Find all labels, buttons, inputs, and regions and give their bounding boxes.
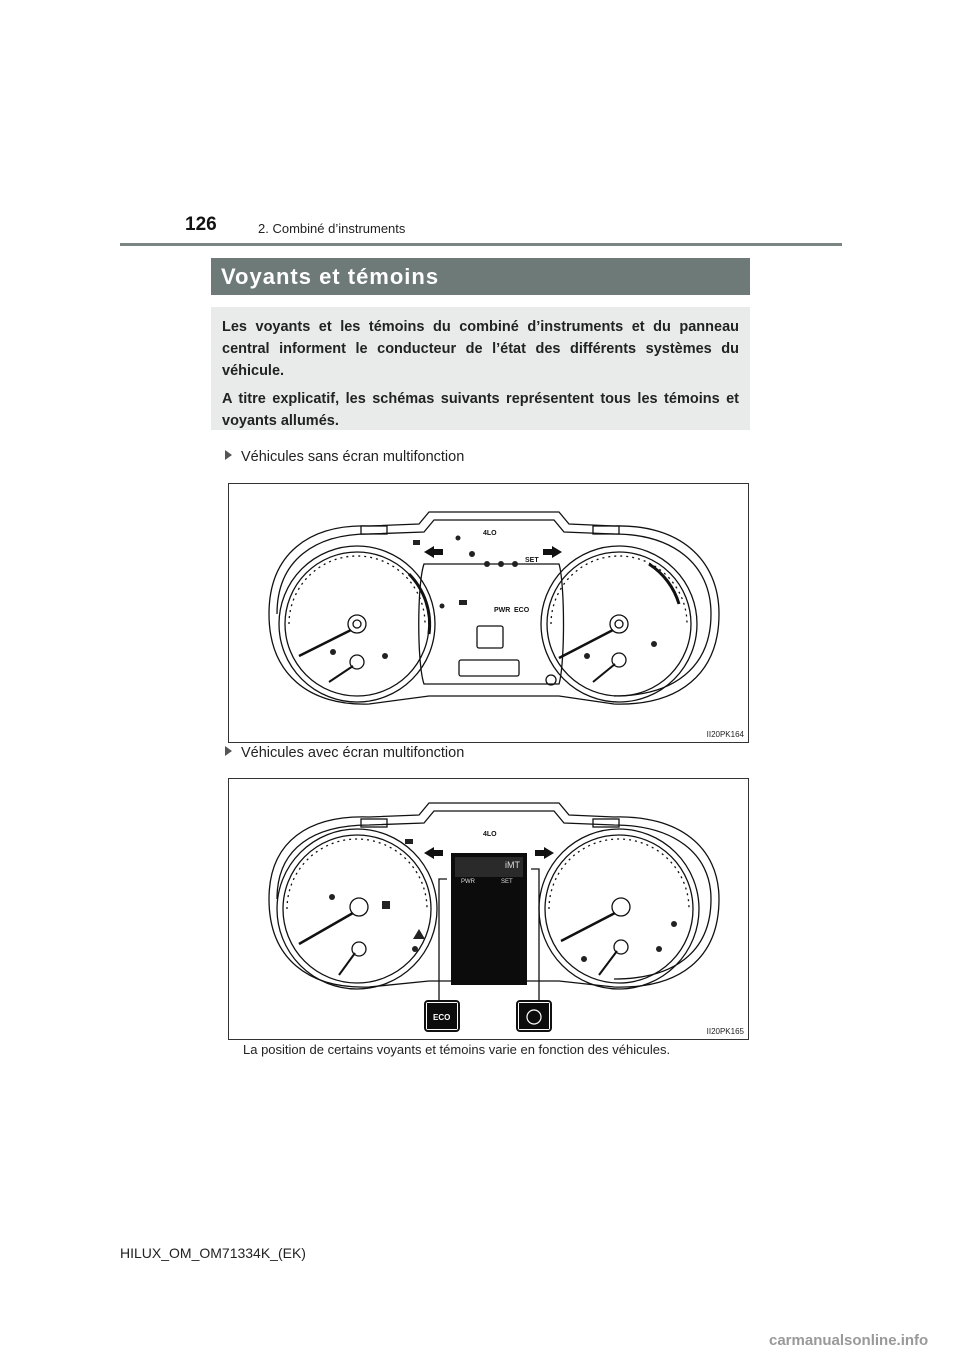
imt-label: iMT xyxy=(505,860,520,870)
bullet-label: Véhicules avec écran multifonction xyxy=(241,745,465,761)
abs-icon xyxy=(484,561,490,567)
bullet-no-display xyxy=(225,449,464,465)
eco-label: ECO xyxy=(433,1013,451,1022)
intro-box xyxy=(211,307,750,430)
seatbelt-icon xyxy=(656,946,662,952)
oil-icon xyxy=(440,604,445,609)
figure-code: II20PK164 xyxy=(706,730,744,739)
figure-cluster-no-display xyxy=(228,483,749,743)
bullet-with-display xyxy=(225,745,464,761)
cruise-callout xyxy=(519,1003,549,1029)
headlight-icon xyxy=(413,540,420,545)
eco-label: ECO xyxy=(514,607,530,614)
cluster-diagram-2 xyxy=(229,779,748,1039)
watermark: carmanualsonline.info xyxy=(769,1332,929,1349)
fuel-icon xyxy=(581,956,587,962)
glow-plug-icon xyxy=(382,653,388,659)
display-pwr-label: PWR xyxy=(461,879,475,885)
header-rule xyxy=(120,243,842,246)
door-icon xyxy=(382,901,390,909)
airbag-icon xyxy=(651,641,657,647)
section-title: 2. Combiné d’instruments xyxy=(258,221,406,236)
warning-lamp-icon xyxy=(456,536,461,541)
cluster-diagram-1 xyxy=(229,484,748,742)
figure-code: II20PK165 xyxy=(706,1027,744,1036)
page-title: Voyants et témoins xyxy=(211,258,750,295)
master-warning-icon xyxy=(413,929,425,939)
airbag-icon xyxy=(671,921,677,927)
fuel-icon xyxy=(330,649,336,655)
headlight-icon xyxy=(405,839,413,844)
engine-check-icon xyxy=(329,894,335,900)
left-turn-arrow-icon xyxy=(424,546,443,558)
bullet-label: Véhicules sans écran multifonction xyxy=(241,449,465,465)
brake-icon xyxy=(469,551,475,557)
figure-cluster-with-display xyxy=(228,778,749,1040)
lo4-label: 4LO xyxy=(483,530,497,537)
traction-icon xyxy=(512,561,518,567)
triangle-bullet-icon xyxy=(225,746,232,756)
intro-paragraph-2: A titre explicatif, les schémas suivants représentent tous les témoins et voyants allumés. xyxy=(222,391,739,429)
footer-code: HILUX_OM_OM71334K_(EK) xyxy=(120,1245,306,1261)
brake-icon xyxy=(412,946,418,952)
lo4-label: 4LO xyxy=(483,831,497,838)
display-set-label: SET xyxy=(501,879,513,885)
seatbelt-icon xyxy=(584,653,590,659)
triangle-bullet-icon xyxy=(225,450,232,460)
pwr-label: PWR xyxy=(494,607,511,614)
right-turn-arrow-icon xyxy=(535,847,554,859)
page-number: 126 xyxy=(185,214,217,235)
right-turn-arrow-icon xyxy=(543,546,562,558)
figure-caption: La position de certains voyants et témoins varie en fonction des véhicules. xyxy=(243,1042,671,1057)
left-turn-arrow-icon xyxy=(424,847,443,859)
intro-paragraph-1: Les voyants et les témoins du combiné d’instruments et du panneau central informent le conducteur de l’état des différents systèmes du véhicule. xyxy=(222,319,739,379)
battery-icon xyxy=(459,600,467,605)
parking-brake-icon xyxy=(498,561,504,567)
set-label: SET xyxy=(525,557,539,564)
